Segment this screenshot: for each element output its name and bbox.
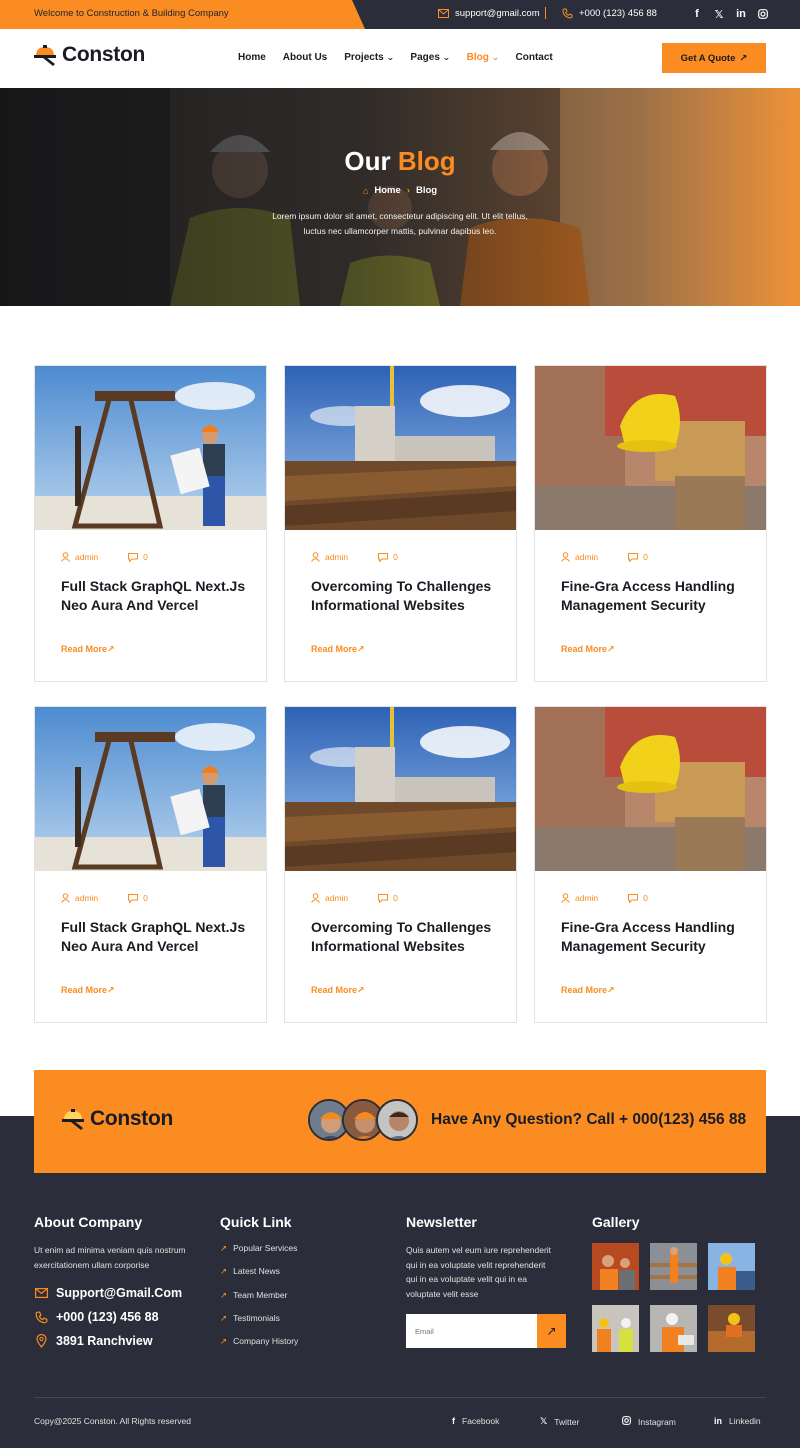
blog-card[interactable] bbox=[34, 365, 267, 682]
page-title-main: Our bbox=[344, 146, 391, 176]
gallery-image[interactable] bbox=[650, 1305, 697, 1352]
user-icon bbox=[311, 893, 320, 903]
newsletter-text bbox=[406, 1243, 571, 1301]
user-icon bbox=[561, 552, 570, 562]
read-more-link[interactable] bbox=[311, 644, 365, 655]
read-more-link[interactable] bbox=[561, 985, 615, 996]
helmet-logo-icon bbox=[34, 44, 58, 66]
comments-meta[interactable] bbox=[378, 552, 398, 562]
newsletter-submit-button[interactable] bbox=[537, 1314, 566, 1348]
arrow-up-right-icon: ↗ bbox=[607, 644, 615, 654]
site-logo[interactable] bbox=[34, 43, 145, 67]
author-meta[interactable] bbox=[61, 893, 98, 903]
read-more-label: Read More bbox=[311, 985, 358, 995]
blog-card-image[interactable] bbox=[285, 366, 516, 530]
newsletter-text-line: Quis autem vel eum iure reprehenderit bbox=[406, 1245, 552, 1255]
comment-icon bbox=[628, 553, 638, 562]
gallery-image[interactable] bbox=[708, 1305, 755, 1352]
comment-icon bbox=[378, 553, 388, 562]
arrow-up-right-icon: ↗ bbox=[607, 985, 615, 995]
footer-address-text: 3891 Ranchview bbox=[56, 1334, 153, 1348]
breadcrumb-current: Blog bbox=[415, 185, 438, 196]
blog-card-image[interactable] bbox=[35, 366, 266, 530]
x-icon: 𝕏 bbox=[540, 1416, 548, 1426]
read-more-label: Read More bbox=[561, 985, 608, 995]
blog-card-meta bbox=[311, 552, 398, 562]
top-email-text: support@gmail.com bbox=[455, 8, 540, 19]
logo-text: Conston bbox=[62, 43, 146, 66]
footer-gallery bbox=[592, 1243, 766, 1352]
gallery-title: Gallery bbox=[592, 1214, 640, 1230]
linkedin-icon[interactable]: in bbox=[736, 8, 746, 20]
quick-link-item[interactable] bbox=[220, 1313, 298, 1336]
arrow-up-right-icon: ↗ bbox=[220, 1336, 228, 1347]
newsletter-title: Newsletter bbox=[406, 1214, 477, 1230]
author-name: admin bbox=[575, 893, 599, 903]
welcome-text: Welcome to Construction & Building Company bbox=[34, 8, 229, 19]
chevron-down-icon: ⌄ bbox=[442, 53, 451, 62]
read-more-link[interactable] bbox=[61, 644, 115, 655]
read-more-label: Read More bbox=[561, 644, 608, 654]
copyright-text: Copy@2025 Conston. All Rights reserved bbox=[34, 1416, 191, 1426]
quick-link-item[interactable] bbox=[220, 1336, 298, 1359]
blog-card-image[interactable] bbox=[285, 707, 516, 871]
avatar bbox=[376, 1099, 418, 1141]
read-more-label: Read More bbox=[311, 644, 358, 654]
read-more-link[interactable] bbox=[561, 644, 615, 655]
comment-count: 0 bbox=[643, 552, 648, 562]
newsletter-text-line: qui in ea voluptate velit reprehenderit bbox=[406, 1259, 546, 1270]
quick-link-label: Testimonials bbox=[233, 1312, 280, 1323]
about-text-line: exercitationem ullam corporise bbox=[34, 1260, 150, 1270]
comment-count: 0 bbox=[393, 893, 398, 903]
nav-contact[interactable] bbox=[516, 52, 553, 63]
author-meta[interactable] bbox=[61, 552, 98, 562]
main-nav bbox=[238, 52, 553, 63]
gallery-image[interactable] bbox=[592, 1243, 639, 1290]
top-phone-link[interactable] bbox=[562, 8, 657, 19]
top-email-link[interactable] bbox=[438, 8, 540, 19]
blog-card-title[interactable]: Full Stack GraphQL Next.Js Neo Aura And Vercel bbox=[61, 578, 246, 613]
blog-card[interactable] bbox=[534, 365, 767, 682]
facebook-icon: f bbox=[452, 1416, 455, 1426]
facebook-icon[interactable]: f bbox=[695, 8, 699, 20]
comment-count: 0 bbox=[143, 893, 148, 903]
blog-card-meta bbox=[561, 552, 648, 562]
user-icon bbox=[311, 552, 320, 562]
blog-card-title[interactable]: Fine-Gra Access Handling Management Security bbox=[561, 578, 735, 613]
footer-social-label: Linkedin bbox=[729, 1416, 761, 1426]
newsletter-email-input[interactable] bbox=[406, 1314, 537, 1348]
instagram-icon bbox=[622, 1416, 631, 1427]
gallery-image[interactable] bbox=[708, 1243, 755, 1290]
footer-instagram-link[interactable] bbox=[622, 1416, 676, 1427]
call-to-action-banner bbox=[34, 1070, 766, 1173]
divider bbox=[545, 7, 546, 19]
helmet-logo-icon bbox=[62, 1108, 86, 1130]
nav-blog-label: Blog bbox=[466, 52, 489, 63]
nav-pages-label: Pages bbox=[410, 52, 440, 63]
chevron-right-icon: › bbox=[406, 185, 410, 196]
page-title bbox=[0, 146, 800, 177]
author-name: admin bbox=[575, 552, 599, 562]
quick-link-item[interactable] bbox=[220, 1290, 298, 1313]
arrow-up-right-icon: ↗ bbox=[739, 52, 748, 64]
footer-email-text: Support@Gmail.Com bbox=[56, 1286, 183, 1300]
author-name: admin bbox=[325, 893, 349, 903]
breadcrumb-home[interactable]: Home bbox=[374, 185, 401, 196]
hero-overlay bbox=[0, 88, 800, 306]
blog-card[interactable] bbox=[534, 706, 767, 1023]
location-pin-icon bbox=[34, 1334, 48, 1348]
footer-linkedin-link[interactable] bbox=[714, 1416, 761, 1426]
nav-about-label: About Us bbox=[282, 52, 328, 63]
chevron-down-icon: ⌄ bbox=[386, 53, 395, 62]
quick-link-title: Quick Link bbox=[220, 1214, 292, 1230]
arrow-up-right-icon: ↗ bbox=[357, 985, 365, 995]
arrow-up-right-icon: ↗ bbox=[357, 644, 365, 654]
footer-phone[interactable] bbox=[34, 1310, 159, 1324]
get-quote-label: Get A Quote bbox=[680, 52, 736, 64]
nav-projects-label: Projects bbox=[344, 52, 384, 63]
page-hero bbox=[0, 88, 800, 306]
team-avatars bbox=[308, 1099, 418, 1141]
comments-meta[interactable] bbox=[378, 893, 398, 903]
blog-card-meta bbox=[311, 893, 398, 903]
mail-icon bbox=[34, 1288, 48, 1298]
arrow-up-right-icon: ↗ bbox=[220, 1289, 228, 1300]
blog-card-title[interactable]: Overcoming To Challenges Informational Websites bbox=[311, 919, 492, 954]
page-title-accent: Blog bbox=[397, 146, 456, 176]
user-icon bbox=[561, 893, 570, 903]
site-header bbox=[0, 29, 800, 88]
footer-social-label: Facebook bbox=[462, 1416, 500, 1426]
quick-link-label: Team Member bbox=[233, 1289, 288, 1300]
user-icon bbox=[61, 893, 70, 903]
chevron-down-icon: ⌄ bbox=[491, 53, 500, 62]
breadcrumb bbox=[0, 185, 800, 196]
blog-card-title[interactable]: Fine-Gra Access Handling Management Security bbox=[561, 919, 735, 954]
read-more-label: Read More bbox=[61, 644, 108, 654]
author-meta[interactable] bbox=[561, 893, 598, 903]
footer-email[interactable] bbox=[34, 1286, 182, 1300]
arrow-up-right-icon: ↗ bbox=[546, 1324, 557, 1338]
blog-card-meta bbox=[61, 552, 148, 562]
footer-divider bbox=[34, 1397, 766, 1398]
read-more-label: Read More bbox=[61, 985, 108, 995]
comments-meta[interactable] bbox=[628, 893, 648, 903]
nav-blog[interactable] bbox=[467, 52, 499, 63]
blog-card-image[interactable] bbox=[535, 707, 766, 871]
blog-card-image[interactable] bbox=[535, 366, 766, 530]
arrow-up-right-icon: ↗ bbox=[220, 1312, 228, 1323]
nav-about[interactable] bbox=[283, 52, 327, 63]
author-meta[interactable] bbox=[561, 552, 598, 562]
footer-logo-text: Conston bbox=[90, 1107, 174, 1130]
newsletter-text-line: voluptate velit esse bbox=[406, 1288, 479, 1299]
phone-icon bbox=[34, 1311, 48, 1324]
blog-card-meta bbox=[61, 893, 148, 903]
footer-logo[interactable] bbox=[62, 1107, 173, 1131]
author-meta[interactable] bbox=[311, 552, 348, 562]
x-icon[interactable]: 𝕏 bbox=[714, 8, 724, 21]
nav-home[interactable] bbox=[238, 52, 266, 63]
quick-link-item[interactable] bbox=[220, 1243, 298, 1266]
call-cta-text[interactable]: Have Any Question? Call + 000(123) 456 88 bbox=[431, 1111, 747, 1128]
hero-description-line: Lorem ipsum dolor sit amet, consectetur adipiscing elit. Ut elit tellus, bbox=[272, 211, 528, 221]
linkedin-icon: in bbox=[714, 1416, 722, 1426]
blog-card[interactable] bbox=[284, 706, 517, 1023]
comments-meta[interactable] bbox=[628, 552, 648, 562]
top-bar bbox=[0, 0, 800, 29]
quick-link-label: Company History bbox=[233, 1336, 299, 1347]
footer-facebook-link[interactable] bbox=[452, 1416, 499, 1426]
author-name: admin bbox=[75, 893, 99, 903]
nav-projects[interactable] bbox=[344, 52, 393, 63]
blog-card[interactable] bbox=[34, 706, 267, 1023]
footer-address bbox=[34, 1334, 153, 1348]
author-name: admin bbox=[325, 552, 349, 562]
get-quote-button[interactable] bbox=[662, 43, 766, 73]
comment-count: 0 bbox=[143, 552, 148, 562]
blog-card-title[interactable]: Full Stack GraphQL Next.Js Neo Aura And Vercel bbox=[61, 919, 246, 954]
about-text-line: Ut enim ad minima veniam quis nostrum bbox=[34, 1245, 186, 1255]
blog-card-title[interactable]: Overcoming To Challenges Informational Websites bbox=[311, 578, 492, 613]
arrow-up-right-icon: ↗ bbox=[220, 1243, 228, 1253]
comment-icon bbox=[128, 553, 138, 562]
quick-links bbox=[220, 1243, 298, 1359]
footer-social-label: Instagram bbox=[638, 1416, 676, 1427]
read-more-link[interactable] bbox=[61, 985, 115, 996]
nav-pages[interactable] bbox=[410, 52, 449, 63]
phone-icon bbox=[562, 8, 573, 19]
comment-count: 0 bbox=[393, 552, 398, 562]
arrow-up-right-icon: ↗ bbox=[107, 644, 115, 654]
about-title: About Company bbox=[34, 1214, 143, 1230]
blog-card-image[interactable] bbox=[35, 707, 266, 871]
gallery-image[interactable] bbox=[592, 1305, 639, 1352]
comments-meta[interactable] bbox=[128, 552, 148, 562]
footer-phone-text: +000 (123) 456 88 bbox=[56, 1310, 159, 1324]
author-name: admin bbox=[75, 552, 99, 562]
quick-link-label: Latest News bbox=[233, 1266, 280, 1277]
hero-description bbox=[250, 209, 550, 239]
comment-count: 0 bbox=[643, 893, 648, 903]
about-text bbox=[34, 1243, 204, 1273]
top-phone-text: +000 (123) 456 88 bbox=[579, 8, 657, 19]
comment-icon bbox=[128, 894, 138, 903]
comment-icon bbox=[378, 894, 388, 903]
arrow-up-right-icon: ↗ bbox=[107, 985, 115, 995]
quick-link-label: Popular Services bbox=[233, 1243, 298, 1253]
nav-home-label: Home bbox=[238, 52, 266, 63]
instagram-icon[interactable] bbox=[758, 8, 768, 20]
arrow-up-right-icon: ↗ bbox=[220, 1266, 228, 1277]
newsletter-text-line: qui in ea voluptate velit qui in ea bbox=[406, 1274, 527, 1284]
gallery-image[interactable] bbox=[650, 1243, 697, 1290]
footer-twitter-link[interactable] bbox=[540, 1416, 579, 1427]
blog-card-meta bbox=[561, 893, 648, 903]
comment-icon bbox=[628, 894, 638, 903]
mail-icon bbox=[438, 9, 449, 18]
blog-card[interactable] bbox=[284, 365, 517, 682]
nav-contact-label: Contact bbox=[515, 52, 553, 63]
read-more-link[interactable] bbox=[311, 985, 365, 996]
comments-meta[interactable] bbox=[128, 893, 148, 903]
user-icon bbox=[61, 552, 70, 562]
home-icon: ⌂ bbox=[362, 185, 369, 196]
author-meta[interactable] bbox=[311, 893, 348, 903]
hero-description-line: luctus nec ullamcorper mattis, pulvinar dapibus leo. bbox=[303, 226, 497, 236]
quick-link-item[interactable] bbox=[220, 1266, 298, 1289]
top-social-links bbox=[692, 8, 768, 20]
footer-social-label: Twitter bbox=[554, 1416, 580, 1427]
